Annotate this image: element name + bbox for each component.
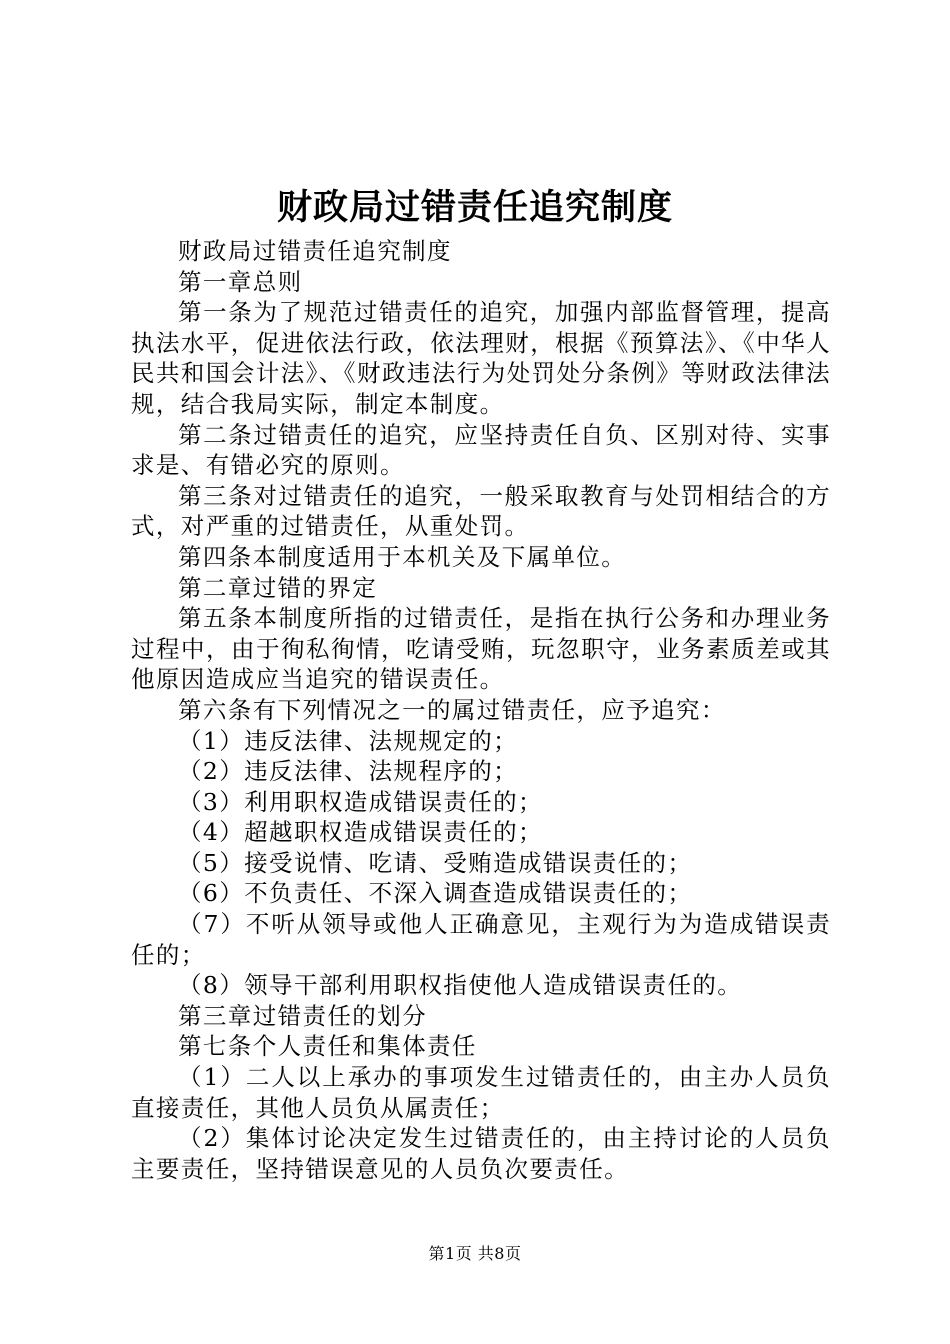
list-item: （8）领导干部利用职权指使他人造成错误责任的。 [178,971,743,1000]
list-item: （2）违反法律、法规程序的； [178,757,519,786]
list-item: （7）不听从领导或他人正确意见，主观行为为造成错误责任的； [131,910,831,969]
paragraph: 财政局过错责任追究制度 [178,237,452,265]
list-item: （6）不负责任、不深入调查造成错误责任的； [178,879,693,908]
list-item: （3）利用职权造成错误责任的； [178,787,543,816]
document-body [131,236,831,1184]
paragraph: 第七条个人责任和集体责任 [178,1032,477,1061]
list-item: （1）违反法律、法规规定的； [178,726,519,755]
chapter-heading: 第二章过错的界定 [178,573,378,602]
page-footer: 第1页 共8页 [428,1244,522,1263]
list-item: （5）接受说情、吃请、受贿造成错误责任的； [178,848,693,877]
paragraph: 第一条为了规范过错责任的追究，加强内部监督管理，提高执法水平，促进依法行政，依法理财，根据《预算法》、《中华人民共和国会计法》、《财政违法行为处罚处分条例》等财政法律法规，结合我局实际，制定本制度。 [131,298,831,418]
chapter-heading: 第一章总则 [178,267,303,296]
paragraph: 第二条过错责任的追究，应坚持责任自负、区别对待、实事求是、有错必究的原则。 [131,420,831,480]
chapter-heading: 第三章过错责任的划分 [178,1001,427,1030]
paragraph: 第三条对过错责任的追究，一般采取教育与处罚相结合的方式，对严重的过错责任，从重处罚。 [131,481,831,541]
list-item: （1）二人以上承办的事项发生过错责任的，由主办人员负直接责任，其他人员负从属责任； [131,1063,831,1122]
paragraph: 第四条本制度适用于本机关及下属单位。 [178,542,627,571]
list-item: （4）超越职权造成错误责任的； [178,818,543,847]
paragraph: 第五条本制度所指的过错责任，是指在执行公务和办理业务过程中，由于徇私徇情，吃请受贿，玩忽职守，业务素质差或其他原因造成应当追究的错误责任。 [131,604,831,694]
list-item: （2）集体讨论决定发生过错责任的，由主持讨论的人员负主要责任，坚持错误意见的人员负次要责任。 [131,1124,831,1183]
paragraph: 第六条有下列情况之一的属过错责任，应予追究： [178,695,726,724]
document-title: 财政局过错责任追究制度 [276,187,673,228]
